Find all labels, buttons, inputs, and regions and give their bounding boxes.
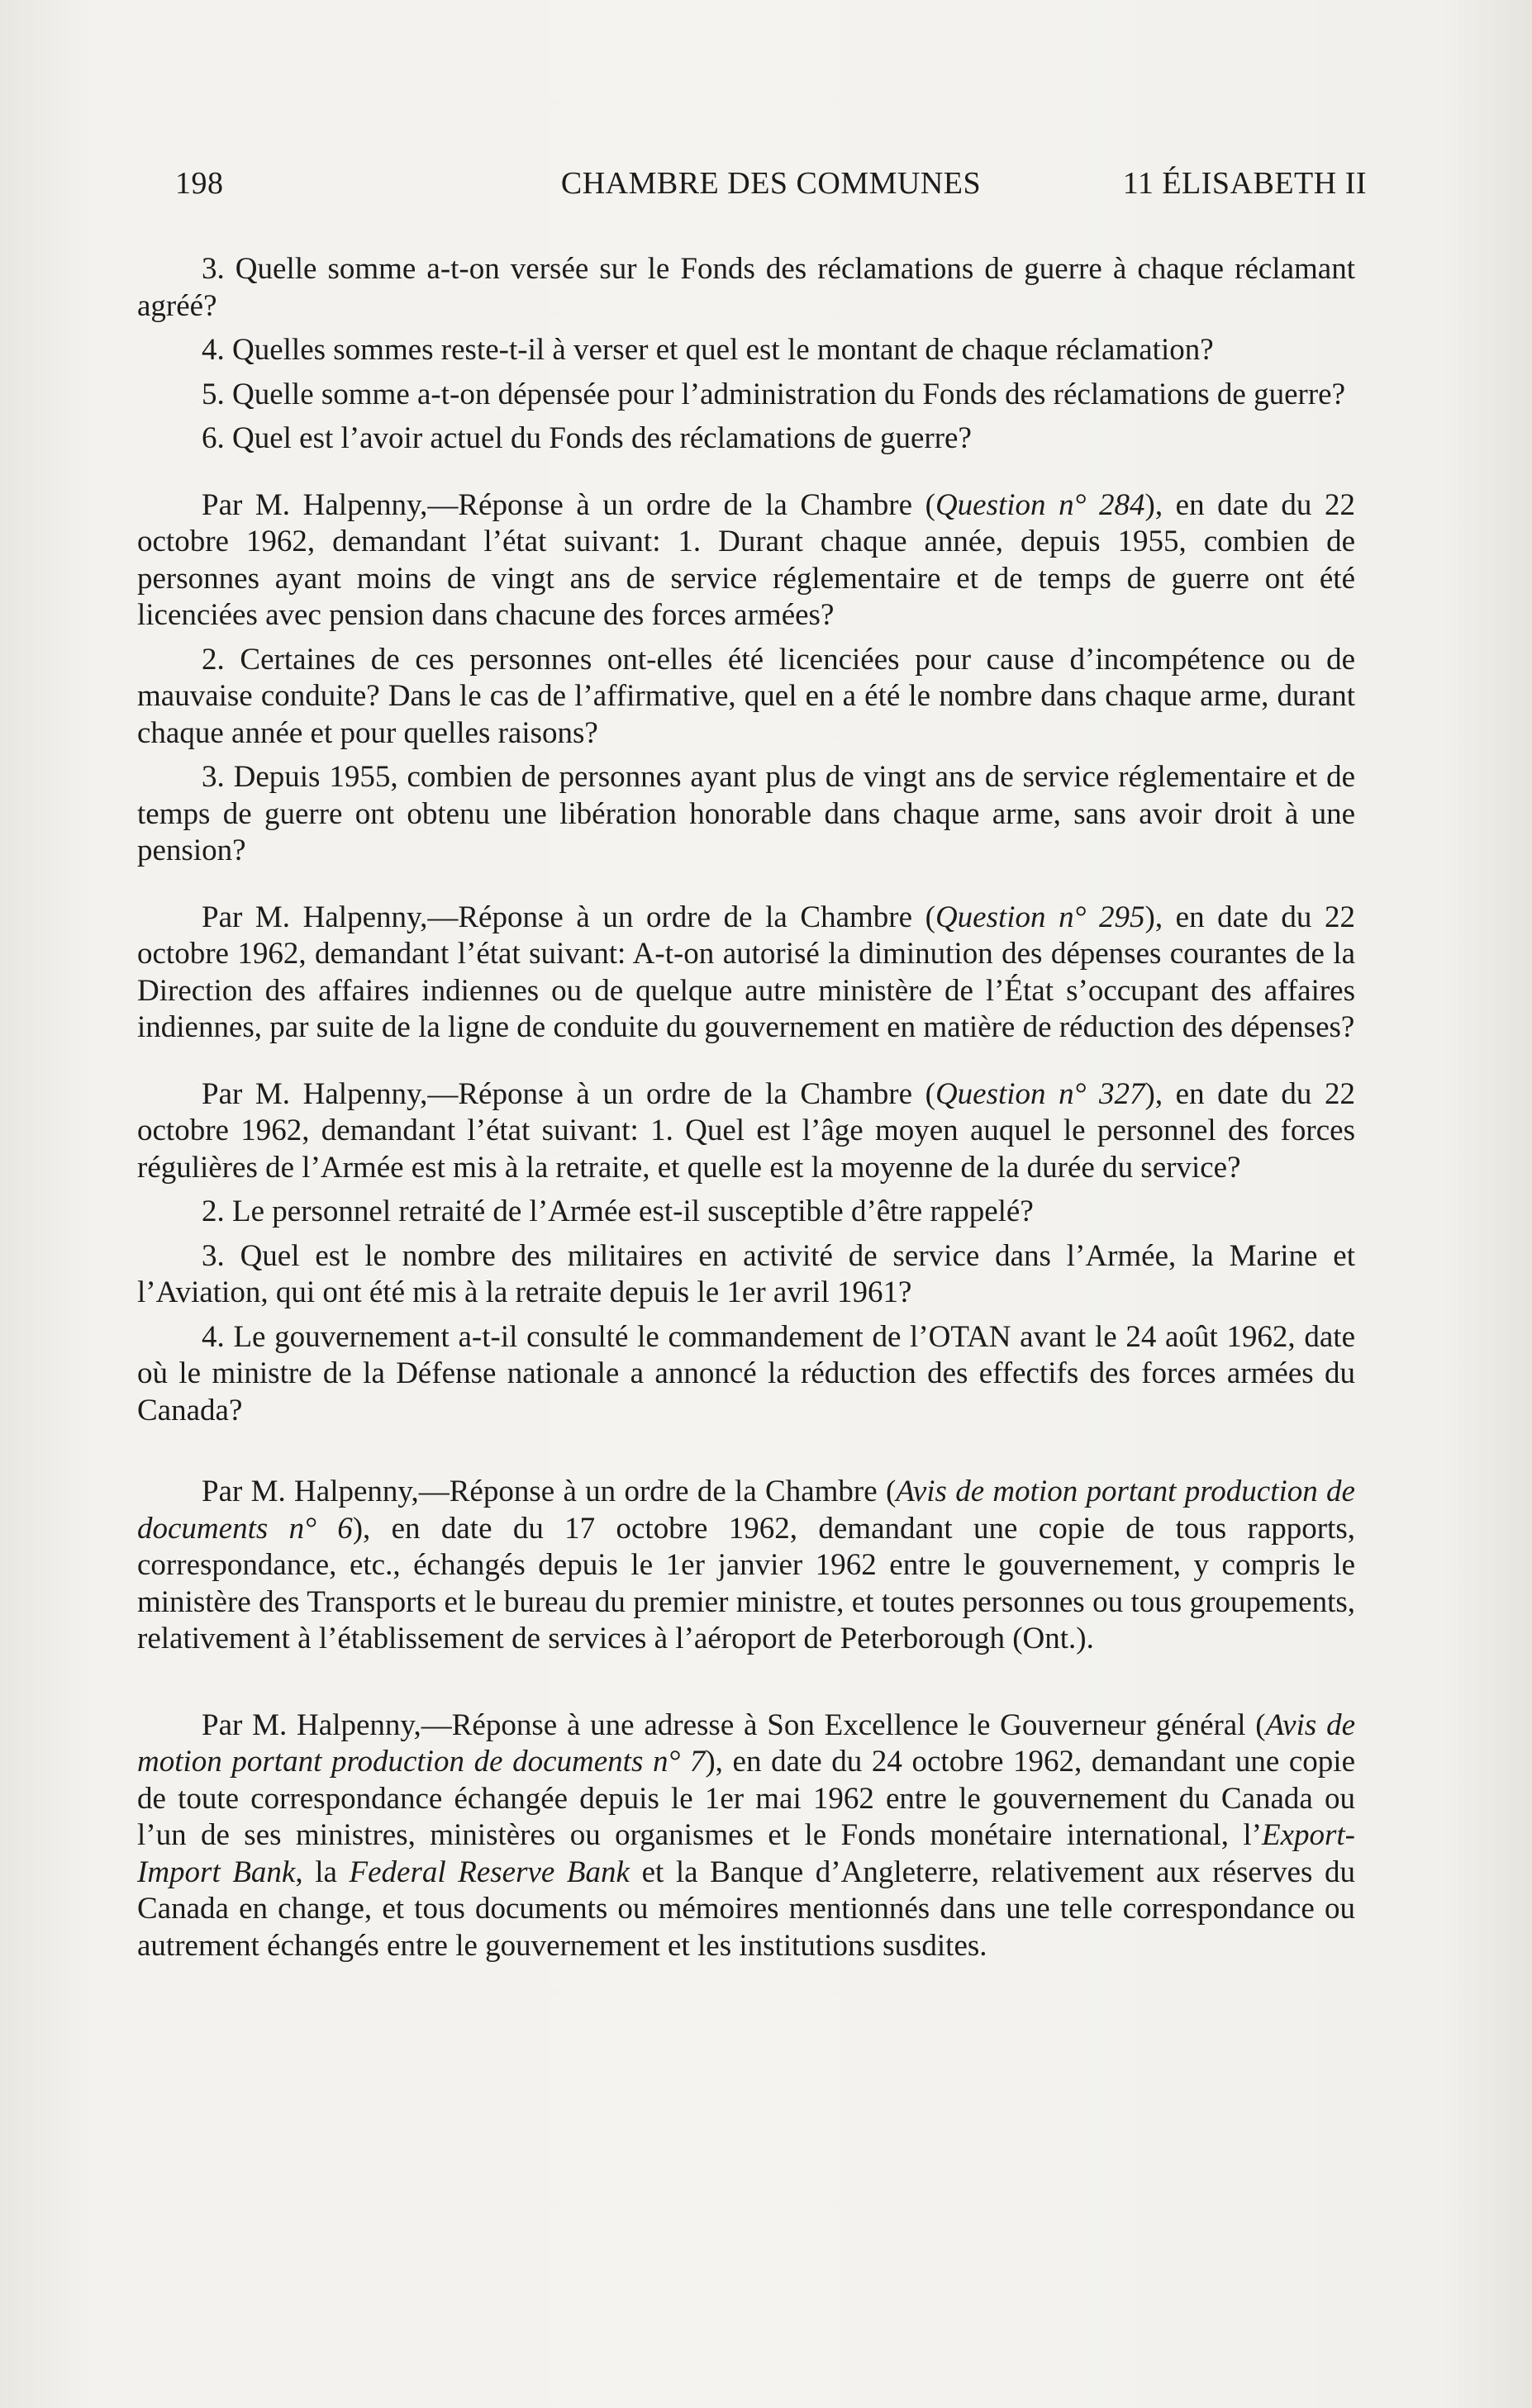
italic-text: Federal Reserve Bank (349, 1855, 630, 1889)
paragraph (137, 1238, 1355, 1312)
running-header (175, 165, 1367, 207)
paragraph (137, 759, 1355, 870)
document-body (137, 251, 1355, 1964)
paragraph (137, 251, 1355, 325)
paragraph (137, 900, 1355, 1047)
paragraph-text: 4. Le gouvernement a-t-il consulté le commandement de l’OTAN avant le 24 août 1962, date où le ministre de la Défense nationale a annoncé la réduction des effectifs des forces armées du Canada? (137, 1319, 1355, 1427)
paragraph (137, 1194, 1355, 1231)
paragraph (137, 1076, 1355, 1187)
paragraph (137, 642, 1355, 753)
paragraph-text: et la Banque d’Angleterre, relativement aux réserves du Canada en change, et tous documents ou mémoires mentionnés dans une telle correspondance ou autrement échangés entre le gouvernement et les institutions susdites. (137, 1855, 1356, 1963)
paragraph-text: Par M. Halpenny,—Réponse à un ordre de la Chambre ( (202, 900, 935, 934)
italic-text: Question n° 295 (935, 900, 1145, 934)
paragraph-text: 6. Quel est l’avoir actuel du Fonds des réclamations de guerre? (202, 421, 972, 455)
header-title: CHAMBRE DES COMMUNES (560, 166, 982, 201)
paragraph-text: 3. Depuis 1955, combien de personnes ayant plus de vingt ans de service réglementaire et de temps de guerre ont obtenu une libération honorable dans chaque arme, sans avoir droit à une pension? (137, 760, 1355, 867)
paragraph (137, 1707, 1355, 1965)
paragraph (137, 1319, 1355, 1430)
paragraph (137, 332, 1355, 369)
paragraph-text: ), en date du 22 octobre 1962, demandant l’état suivant: A-t-on autorisé la diminution des dépenses courantes de la Direction des affaires indiennes ou de quelque autre ministère de l’État s’occupant des affaires indiennes, par suite de la ligne de conduite du gouvernement en matière de réduction des dépenses? (137, 900, 1355, 1044)
paragraph-text: ), en date du 22 octobre 1962, demandant l’état suivant: 1. Durant chaque année, depuis 1955, combien de personnes ayant moins de vingt ans de service réglementaire et de temps de guerre ont été licenciées avec pension dans chacune des forces armées? (137, 487, 1355, 632)
paragraph-text: Par M. Halpenny,—Réponse à un ordre de la Chambre ( (202, 1475, 897, 1508)
paragraph-text: 4. Quelles sommes reste-t-il à verser et quel est le montant de chaque réclamation? (202, 333, 1214, 367)
italic-text: Question n° 327 (935, 1076, 1145, 1111)
paragraph-text: ), en date du 24 octobre 1962, demandant une copie de toute correspondance échangée depuis le 1er mai 1962 entre le gouvernement du Canada ou l’un de ses ministres, ministères ou organismes et le Fonds monétaire international, l’ (137, 1745, 1356, 1852)
italic-text: Export-Import Bank (137, 1818, 1355, 1889)
paragraph-text: ), en date du 22 octobre 1962, demandant l’état suivant: 1. Quel est l’âge moyen auquel le personnel des forces régulières de l’Armée est mis à la retraite, et quelle est la moyenne de la durée du service? (137, 1076, 1355, 1185)
paragraph-text: Par M. Halpenny,—Réponse à une adresse à Son Excellence le Gouverneur général ( (202, 1707, 1266, 1742)
paragraph (137, 1474, 1355, 1658)
paragraph (137, 487, 1355, 634)
italic-text: Avis de motion portant production de documents n° 7 (137, 1707, 1355, 1779)
page-number: 198 (175, 166, 224, 201)
paragraph-text: Par M. Halpenny,—Réponse à un ordre de la Chambre ( (202, 487, 935, 522)
header-reign: 11 ÉLISABETH II (1122, 166, 1367, 201)
paragraph-text: 5. Quelle somme a-t-on dépensée pour l’administration du Fonds des réclamations de guerre? (202, 377, 1346, 411)
paragraph-text: 2. Certaines de ces personnes ont-elles été licenciées pour cause d’incompétence ou de mauvaise conduite? Dans le cas de l’affirmative, quel en a été le nombre dans chaque arme, durant chaque année et pour quelles raisons? (137, 642, 1355, 750)
paragraph-text: ), en date du 17 octobre 1962, demandant une copie de tous rapports, correspondance, etc., échangés depuis le 1er janvier 1962 entre le gouvernement, y compris le ministère des Transports et le bureau du premier ministre, et toutes personnes ou tous groupements, relativement à l’établissement de services à l’aéroport de Peterborough (Ont.). (137, 1511, 1355, 1655)
paragraph-text: 3. Quelle somme a-t-on versée sur le Fonds des réclamations de guerre à chaque réclamant agréé? (137, 252, 1355, 323)
italic-text: Question n° 284 (935, 487, 1145, 522)
paragraph-text: 2. Le personnel retraité de l’Armée est-il susceptible d’être rappelé? (202, 1195, 1034, 1228)
paragraph-text: , la (295, 1855, 350, 1889)
paragraph-text: Par M. Halpenny,—Réponse à un ordre de la Chambre ( (202, 1076, 935, 1111)
paragraph (137, 420, 1355, 458)
paragraph (137, 377, 1355, 414)
paragraph-text: 3. Quel est le nombre des militaires en activité de service dans l’Armée, la Marine et l’Aviation, qui ont été mis à la retraite depuis le 1er avril 1961? (137, 1238, 1355, 1309)
italic-text: Avis de motion portant production de documents n° 6 (137, 1475, 1355, 1546)
